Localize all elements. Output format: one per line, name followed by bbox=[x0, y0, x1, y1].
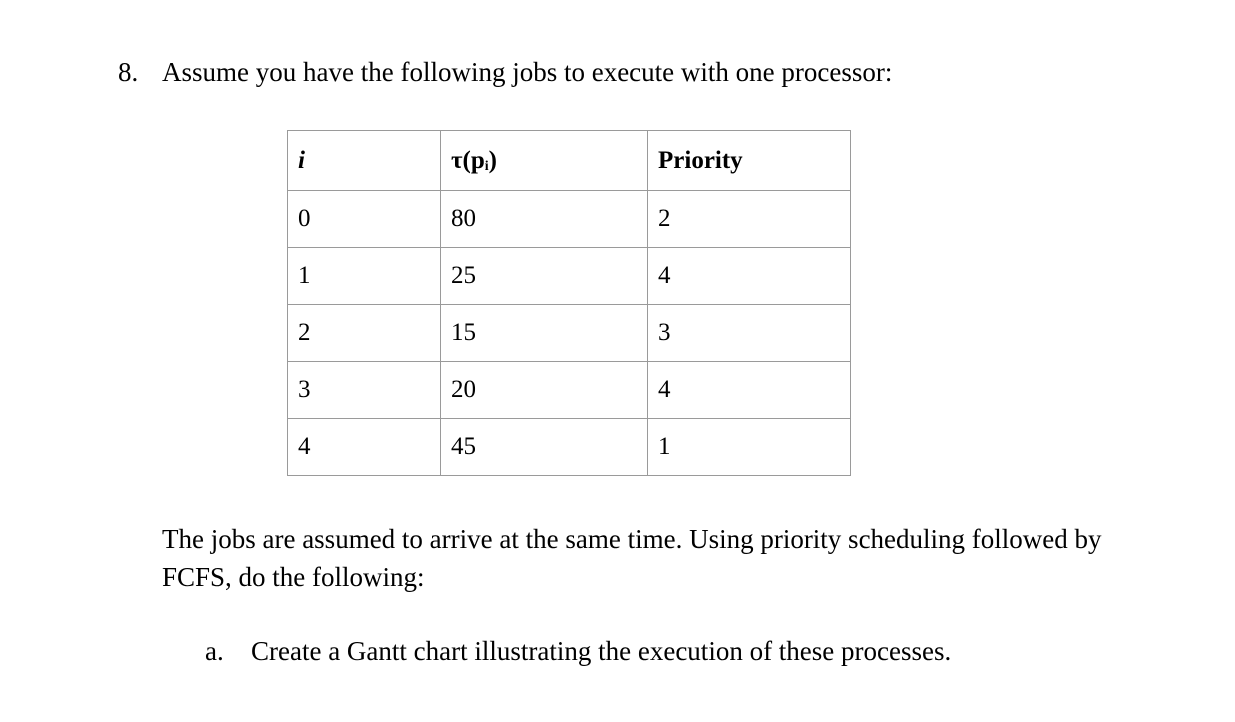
question-heading bbox=[118, 54, 892, 90]
header-tau-sub: i bbox=[484, 158, 489, 174]
cell-tau: 25 bbox=[441, 248, 648, 305]
cell-i: 2 bbox=[288, 305, 441, 362]
table-header-row bbox=[288, 131, 851, 191]
cell-tau: 80 bbox=[441, 191, 648, 248]
cell-priority: 1 bbox=[648, 419, 851, 476]
table-row bbox=[288, 191, 851, 248]
cell-i: 0 bbox=[288, 191, 441, 248]
table-row bbox=[288, 362, 851, 419]
question-text: Assume you have the following jobs to execute with one processor: bbox=[162, 57, 893, 87]
cell-priority: 2 bbox=[648, 191, 851, 248]
cell-priority: 3 bbox=[648, 305, 851, 362]
header-priority: Priority bbox=[648, 131, 851, 191]
header-tau-main: τ(p bbox=[451, 146, 485, 174]
table-row bbox=[288, 419, 851, 476]
cell-tau: 45 bbox=[441, 419, 648, 476]
table-row bbox=[288, 305, 851, 362]
cell-i: 1 bbox=[288, 248, 441, 305]
cell-i: 4 bbox=[288, 419, 441, 476]
cell-priority: 4 bbox=[648, 362, 851, 419]
question-number: 8. bbox=[118, 57, 139, 87]
table-row bbox=[288, 248, 851, 305]
header-i: i bbox=[288, 131, 441, 191]
cell-i: 3 bbox=[288, 362, 441, 419]
header-tau-close: ) bbox=[488, 146, 497, 174]
cell-tau: 20 bbox=[441, 362, 648, 419]
list-item-text: Create a Gantt chart illustrating the execution of these processes. bbox=[251, 636, 952, 666]
list-item-letter: a. bbox=[205, 636, 224, 666]
list-item bbox=[205, 633, 951, 669]
cell-priority: 4 bbox=[648, 248, 851, 305]
header-tau bbox=[441, 131, 648, 191]
cell-tau: 15 bbox=[441, 305, 648, 362]
instructions-paragraph: The jobs are assumed to arrive at the same time. Using priority scheduling followed by FCFS, do the following: bbox=[162, 524, 1102, 592]
jobs-table bbox=[287, 130, 851, 476]
